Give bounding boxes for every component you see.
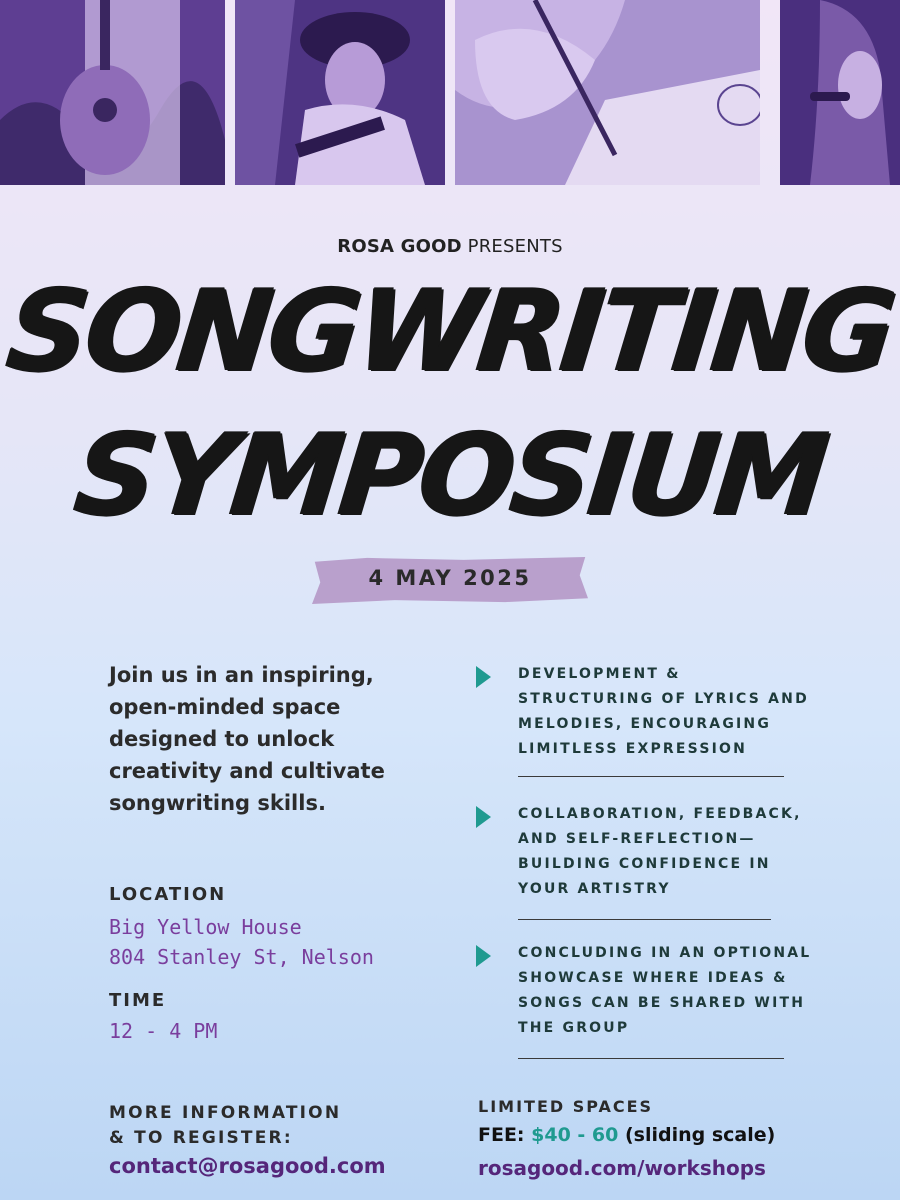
play-arrow-icon [476,945,491,967]
event-date: 4 MAY 2025 [368,566,532,590]
divider [518,1058,784,1059]
presenter-name: ROSA GOOD [337,236,462,257]
divider [518,919,771,920]
fee-label: FEE: [478,1124,532,1146]
photo-guitar-in-field [0,0,225,185]
play-arrow-icon [476,806,491,828]
website-link[interactable]: rosagood.com/workshops [478,1156,766,1180]
presenter-line [0,236,900,257]
limited-spaces-label: LIMITED SPACES [478,1097,654,1116]
play-arrow-icon [476,666,491,688]
time-value: 12 - 4 PM [109,1019,218,1043]
photo-singer-at-microphone [780,0,900,185]
fee-line [478,1124,775,1146]
event-title-line-1: SONGWRITING [1,266,899,396]
location-value [109,912,374,972]
bullet-text: COLLABORATION, FEEDBACK, AND SELF-REFLECTION— BUILDING CONFIDENCE IN YOUR ARTISTRY [518,806,802,897]
intro-text: Join us in an inspiring, open-minded space designed to unlock creativity and cultivate songwriting skills. [109,663,385,815]
contact-email-link[interactable]: contact@rosagood.com [109,1154,386,1178]
bullet-text: CONCLUDING IN AN OPTIONAL SHOWCASE WHERE IDEAS & SONGS CAN BE SHARED WITH THE GROUP [518,945,812,1036]
divider [518,776,784,777]
location-label: LOCATION [109,884,227,905]
time-label: TIME [109,990,167,1011]
more-info-label-line-1: MORE INFORMATION [109,1103,342,1123]
more-info-label [109,1101,341,1151]
photo-hand-writing-notebook [455,0,760,185]
event-title-line-2: SYMPOSIUM [69,410,831,540]
presents-word: PRESENTS [461,236,563,257]
venue-name: Big Yellow House [109,915,302,939]
bullet-text: DEVELOPMENT & STRUCTURING OF LYRICS AND MELODIES, ENCOURAGING LIMITLESS EXPRESSION [518,666,809,757]
fee-amount: $40 - 60 [531,1124,619,1146]
photo-woman-playing-guitar [235,0,445,185]
fee-note: (sliding scale) [618,1124,776,1146]
venue-address: 804 Stanley St, Nelson [109,945,374,969]
more-info-label-line-2: & TO REGISTER: [109,1128,293,1148]
